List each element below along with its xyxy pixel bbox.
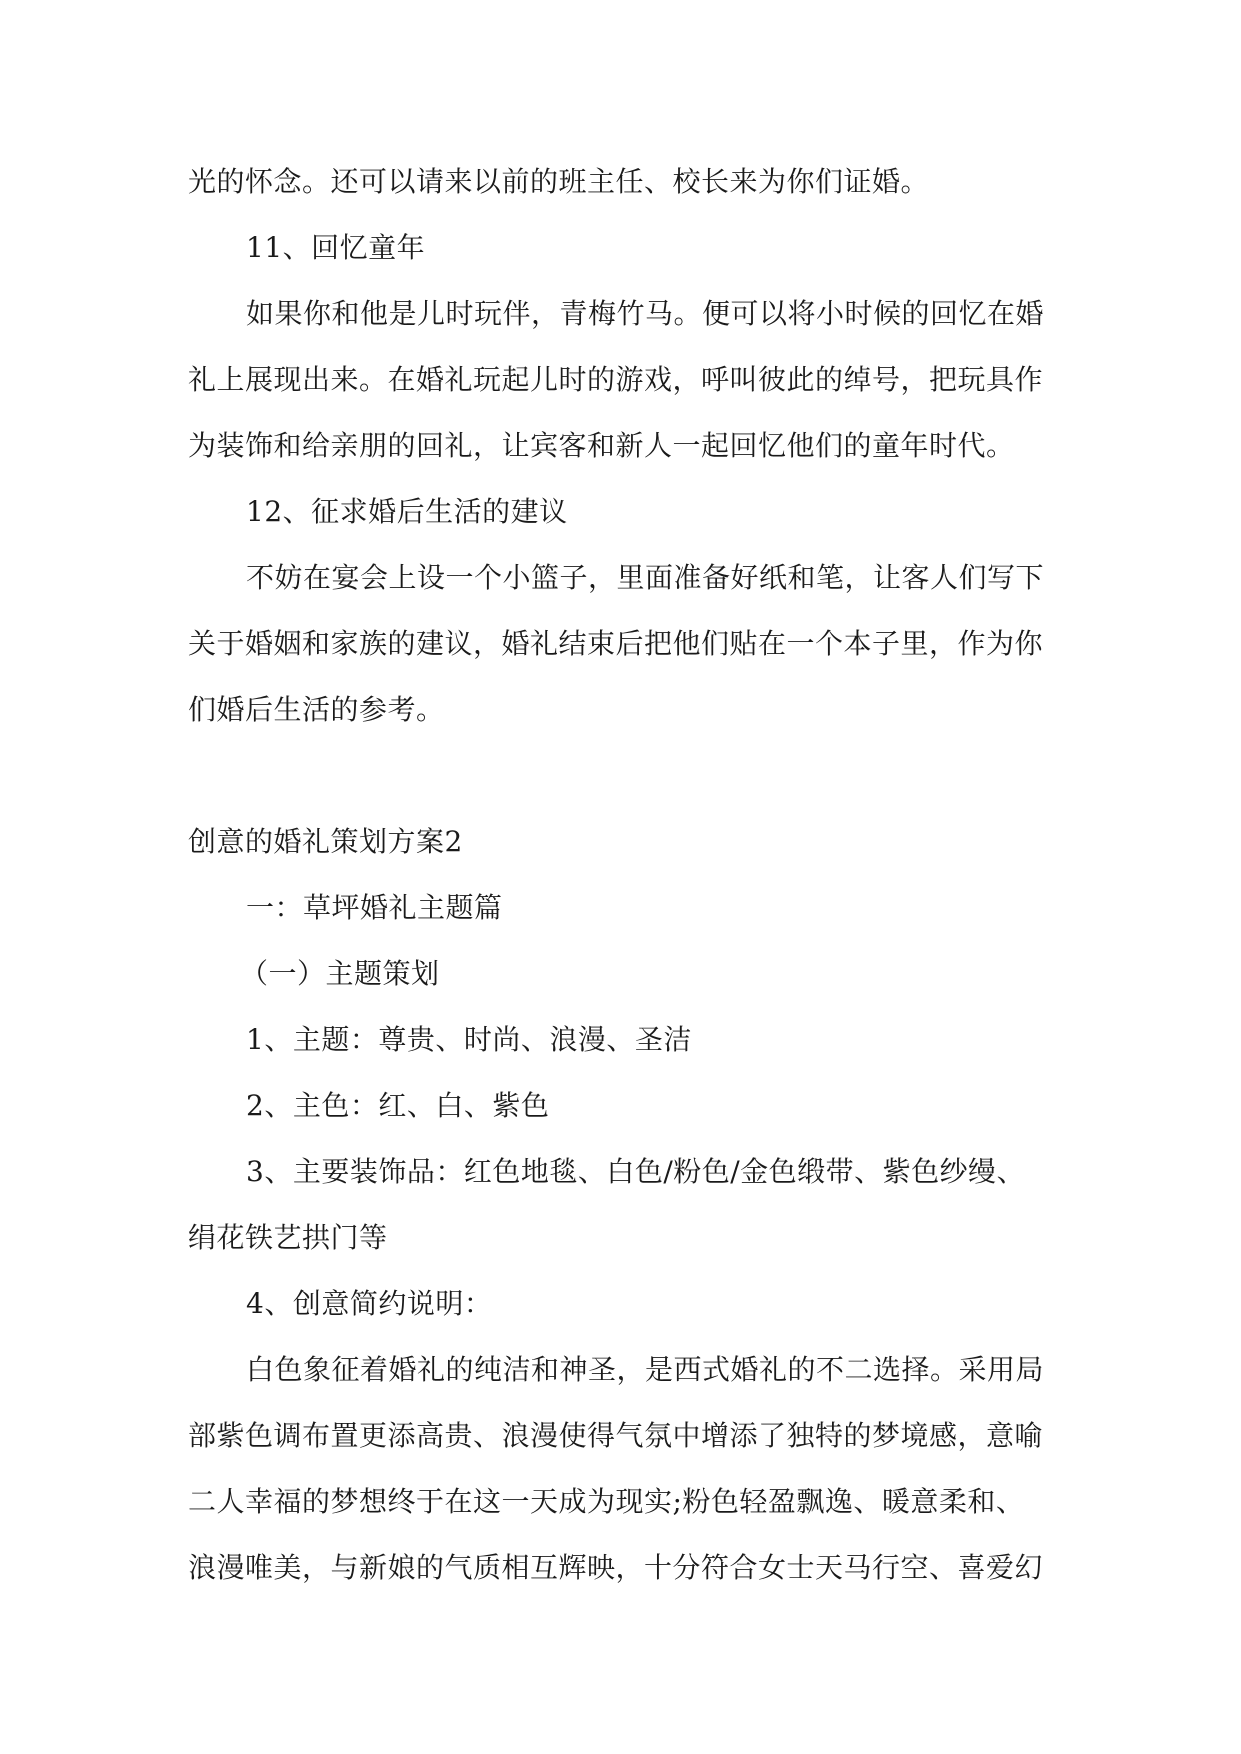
list-item: 1、主题：尊贵、时尚、浪漫、圣洁 [246,1023,692,1056]
paragraph-line: 二人幸福的梦想终于在这一天成为现实;粉色轻盈飘逸、暖意柔和、 [188,1485,1025,1518]
section-heading: 一：草坪婚礼主题篇 [246,891,503,924]
section-heading: 11、回忆童年 [246,231,426,264]
list-item: 2、主色：红、白、紫色 [246,1089,550,1122]
paragraph-line: 光的怀念。还可以请来以前的班主任、校长来为你们证婚。 [188,165,930,198]
section-heading: 12、征求婚后生活的建议 [246,495,568,528]
paragraph-line: 们婚后生活的参考。 [188,693,445,726]
paragraph-line: 为装饰和给亲朋的回礼，让宾客和新人一起回忆他们的童年时代。 [188,429,1015,462]
list-item: 3、主要装饰品：红色地毯、白色/粉色/金色缎带、紫色纱缦、 [246,1155,1026,1188]
list-item-continuation: 绢花铁艺拱门等 [188,1221,388,1254]
paragraph-line: 部紫色调布置更添高贵、浪漫使得气氛中增添了独特的梦境感，意喻 [188,1419,1044,1452]
paragraph-line: 关于婚姻和家族的建议，婚礼结束后把他们贴在一个本子里，作为你 [188,627,1044,660]
paragraph-line: 礼上展现出来。在婚礼玩起儿时的游戏，呼叫彼此的绰号，把玩具作 [188,363,1044,396]
subsection-heading: （一）主题策划 [240,957,440,990]
paragraph-line: 不妨在宴会上设一个小篮子，里面准备好纸和笔，让客人们写下 [246,561,1045,594]
list-item: 4、创意简约说明： [246,1287,493,1320]
paragraph-line: 如果你和他是儿时玩伴，青梅竹马。便可以将小时候的回忆在婚 [246,297,1045,330]
paragraph-line: 浪漫唯美，与新娘的气质相互辉映，十分符合女士天马行空、喜爱幻 [188,1551,1044,1584]
paragraph-line: 白色象征着婚礼的纯洁和神圣，是西式婚礼的不二选择。采用局 [246,1353,1045,1386]
document-title: 创意的婚礼策划方案2 [188,825,463,858]
